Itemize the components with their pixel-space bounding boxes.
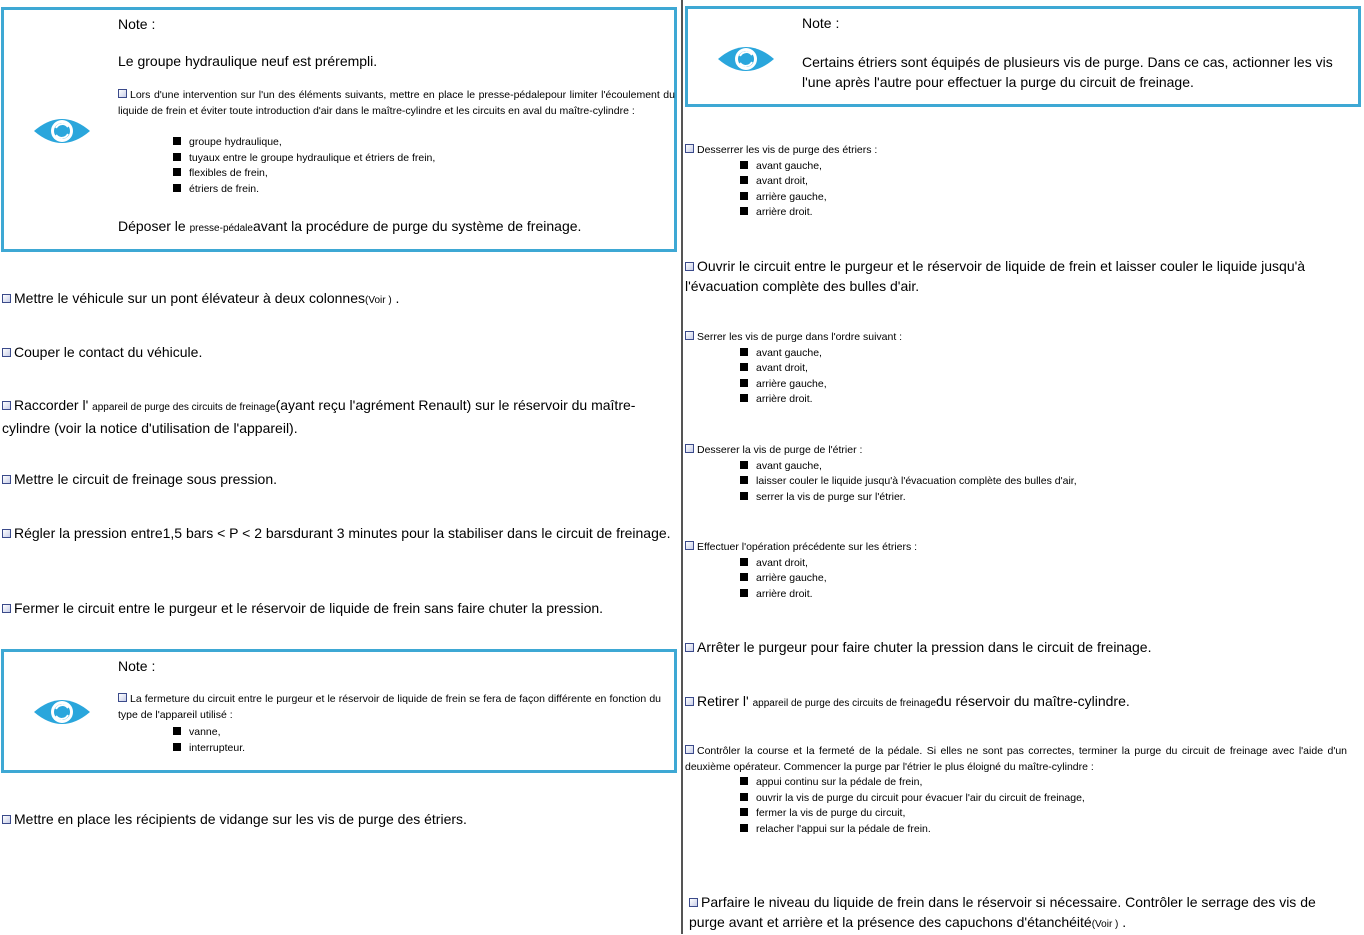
list-item: interrupteur. bbox=[118, 741, 658, 757]
note-item-list bbox=[118, 135, 678, 197]
square-bullet-icon bbox=[173, 168, 181, 176]
voir-link[interactable]: (Voir ) bbox=[1091, 919, 1119, 930]
square-bullet-icon bbox=[740, 176, 748, 184]
note-outro: Déposer le presse-pédaleavant la procédure de purge du système de freinage. bbox=[118, 218, 582, 234]
note-line: Le groupe hydraulique neuf est prérempli. bbox=[118, 53, 378, 69]
bullet-icon bbox=[2, 475, 11, 484]
step-open-circuit: Ouvrir le circuit entre le purgeur et le réservoir de liquide de frein et laisser couler le liquide jusqu'à l'évacuation complète des bulles d'air. bbox=[685, 258, 1306, 294]
bullet-icon bbox=[685, 697, 694, 706]
group-item-list bbox=[685, 556, 1355, 603]
square-bullet-icon bbox=[740, 161, 748, 169]
left-column bbox=[0, 0, 680, 934]
step-remove-bleeder: Retirer l' appareil de purge des circuits de freinagedu réservoir du maître-cylindre. bbox=[685, 691, 1355, 714]
list-item: serrer la vis de purge sur l'étrier. bbox=[685, 490, 1355, 506]
list-item: avant droit, bbox=[685, 361, 1355, 377]
square-bullet-icon bbox=[740, 824, 748, 832]
square-bullet-icon bbox=[740, 207, 748, 215]
square-bullet-icon bbox=[740, 573, 748, 581]
note-intro: Lors d'une intervention sur l'un des éléments suivants, mettre en place le presse-pédalepour limiter l'écoulement du liquide de frein et éviter toute introduction d'air dans le maître-cylindre et les circuits en aval du maître-cylindre : bbox=[118, 89, 675, 117]
bullet-icon bbox=[685, 444, 694, 453]
bullet-icon bbox=[2, 348, 11, 357]
note-item-list bbox=[118, 725, 658, 756]
square-bullet-icon bbox=[740, 793, 748, 801]
step-pressurize: Mettre le circuit de freinage sous pression. bbox=[2, 469, 672, 489]
group-item-list bbox=[685, 159, 1355, 221]
bullet-icon bbox=[685, 541, 694, 550]
note-box-closing bbox=[1, 649, 677, 773]
bullet-icon bbox=[2, 401, 11, 410]
step-set-pressure: Régler la pression entre1,5 bars < P < 2 barsdurant 3 minutes pour la stabiliser dans le circuit de freinage. bbox=[2, 523, 672, 543]
group-intro: Serrer les vis de purge dans l'ordre suivant : bbox=[685, 330, 1355, 346]
note-title: Note : bbox=[118, 658, 156, 674]
bullet-icon bbox=[685, 262, 694, 271]
note-title: Note : bbox=[802, 15, 840, 31]
square-bullet-icon bbox=[740, 558, 748, 566]
bullet-icon bbox=[2, 815, 11, 824]
square-bullet-icon bbox=[173, 153, 181, 161]
bullet-icon bbox=[685, 144, 694, 153]
step-close-circuit: Fermer le circuit entre le purgeur et le réservoir de liquide de frein sans faire chuter la pression. bbox=[2, 598, 672, 618]
bullet-icon bbox=[2, 604, 11, 613]
note-box-hydraulic bbox=[1, 7, 677, 252]
step-top-up-fluid: Parfaire le niveau du liquide de frein dans le réservoir si nécessaire. Contrôler le serrage des vis de purge avant et arrière et la présence des capuchons d'étanchéité(Voir ) . bbox=[689, 894, 1316, 930]
square-bullet-icon bbox=[173, 184, 181, 192]
square-bullet-icon bbox=[740, 461, 748, 469]
group-item-list bbox=[685, 346, 1355, 408]
square-bullet-icon bbox=[740, 492, 748, 500]
bullet-icon bbox=[2, 529, 11, 538]
group-intro: Desserer la vis de purge de l'étrier : bbox=[685, 443, 1355, 459]
list-item: étriers de frein. bbox=[118, 182, 678, 198]
eye-icon bbox=[716, 41, 776, 77]
square-bullet-icon bbox=[740, 808, 748, 816]
square-bullet-icon bbox=[740, 777, 748, 785]
list-item: arrière gauche, bbox=[685, 190, 1355, 206]
list-item: avant droit, bbox=[685, 174, 1355, 190]
list-item: avant gauche, bbox=[685, 159, 1355, 175]
group-intro: Contrôler la course et la fermeté de la pédale. Si elles ne sont pas correctes, terminer la purge du circuit de freinage avec l'aide d'un deuxième opérateur. Commencer la purge par l'étrier le plus éloigné du maître-cylindre : bbox=[685, 745, 1347, 773]
step-connect-bleeder: Raccorder l' appareil de purge des circuits de freinage(ayant reçu l'agrément Renault) sur le réservoir du maître-cylindre (voir la notice d'utilisation de l'appareil). bbox=[2, 397, 636, 436]
right-column bbox=[684, 0, 1364, 934]
bullet-icon bbox=[685, 643, 694, 652]
list-item: avant droit, bbox=[685, 556, 1355, 572]
list-item: tuyaux entre le groupe hydraulique et étriers de frein, bbox=[118, 151, 678, 167]
square-bullet-icon bbox=[740, 379, 748, 387]
bullet-icon bbox=[685, 745, 694, 754]
group-check-pedal bbox=[685, 744, 1347, 837]
list-item: arrière droit. bbox=[685, 587, 1355, 603]
square-bullet-icon bbox=[173, 137, 181, 145]
square-bullet-icon bbox=[173, 743, 181, 751]
bullet-icon bbox=[689, 898, 698, 907]
group-loosen-screws bbox=[685, 143, 1355, 221]
bullet-icon bbox=[118, 89, 127, 98]
list-item: laisser couler le liquide jusqu'à l'évacuation complète des bulles d'air, bbox=[685, 474, 1355, 490]
bullet-icon bbox=[118, 693, 127, 702]
group-intro: Effectuer l'opération précédente sur les étriers : bbox=[685, 540, 1355, 556]
square-bullet-icon bbox=[740, 589, 748, 597]
group-intro: Desserrer les vis de purge des étriers : bbox=[685, 143, 1355, 159]
square-bullet-icon bbox=[173, 727, 181, 735]
eye-icon bbox=[32, 694, 92, 730]
voir-link[interactable]: (Voir ) bbox=[365, 295, 392, 306]
list-item: arrière droit. bbox=[685, 205, 1355, 221]
list-item: arrière gauche, bbox=[685, 571, 1355, 587]
list-item: arrière gauche, bbox=[685, 377, 1355, 393]
list-item: avant gauche, bbox=[685, 459, 1355, 475]
step-ignition-off: Couper le contact du véhicule. bbox=[2, 342, 672, 362]
list-item: arrière droit. bbox=[685, 392, 1355, 408]
group-tighten-screws bbox=[685, 330, 1355, 408]
step-drain-containers: Mettre en place les récipients de vidange sur les vis de purge des étriers. bbox=[2, 809, 672, 829]
group-item-list bbox=[685, 459, 1355, 506]
list-item: avant gauche, bbox=[685, 346, 1355, 362]
note-text: Certains étriers sont équipés de plusieurs vis de purge. Dans ce cas, actionner les vis l'une après l'autre pour effectuer la purge du circuit de freinage. bbox=[802, 54, 1333, 90]
list-item: flexibles de frein, bbox=[118, 166, 678, 182]
list-item: appui continu sur la pédale de frein, bbox=[685, 775, 1347, 791]
square-bullet-icon bbox=[740, 363, 748, 371]
bullet-icon bbox=[685, 331, 694, 340]
list-item: groupe hydraulique, bbox=[118, 135, 678, 151]
group-loosen-caliper bbox=[685, 443, 1355, 505]
bullet-icon bbox=[2, 294, 11, 303]
square-bullet-icon bbox=[740, 394, 748, 402]
list-item: ouvrir la vis de purge du circuit pour évacuer l'air du circuit de freinage, bbox=[685, 791, 1347, 807]
note-title: Note : bbox=[118, 16, 156, 32]
column-divider bbox=[681, 0, 683, 934]
step-stop-bleeder: Arrêter le purgeur pour faire chuter la pression dans le circuit de freinage. bbox=[685, 637, 1355, 657]
square-bullet-icon bbox=[740, 348, 748, 356]
square-bullet-icon bbox=[740, 476, 748, 484]
list-item: relacher l'appui sur la pédale de frein. bbox=[685, 822, 1347, 838]
group-item-list bbox=[685, 775, 1347, 837]
eye-icon bbox=[32, 113, 92, 149]
square-bullet-icon bbox=[740, 192, 748, 200]
group-repeat-calipers bbox=[685, 540, 1355, 602]
note-box-multiple-screws bbox=[685, 6, 1361, 107]
list-item: vanne, bbox=[118, 725, 658, 741]
list-item: fermer la vis de purge du circuit, bbox=[685, 806, 1347, 822]
step-lift-vehicle: Mettre le véhicule sur un pont élévateur à deux colonnes(Voir ) . bbox=[2, 288, 672, 311]
note-intro: La fermeture du circuit entre le purgeur et le réservoir de liquide de frein se fera de façon différente en fonction du type de l'appareil utilisé : bbox=[118, 693, 661, 721]
